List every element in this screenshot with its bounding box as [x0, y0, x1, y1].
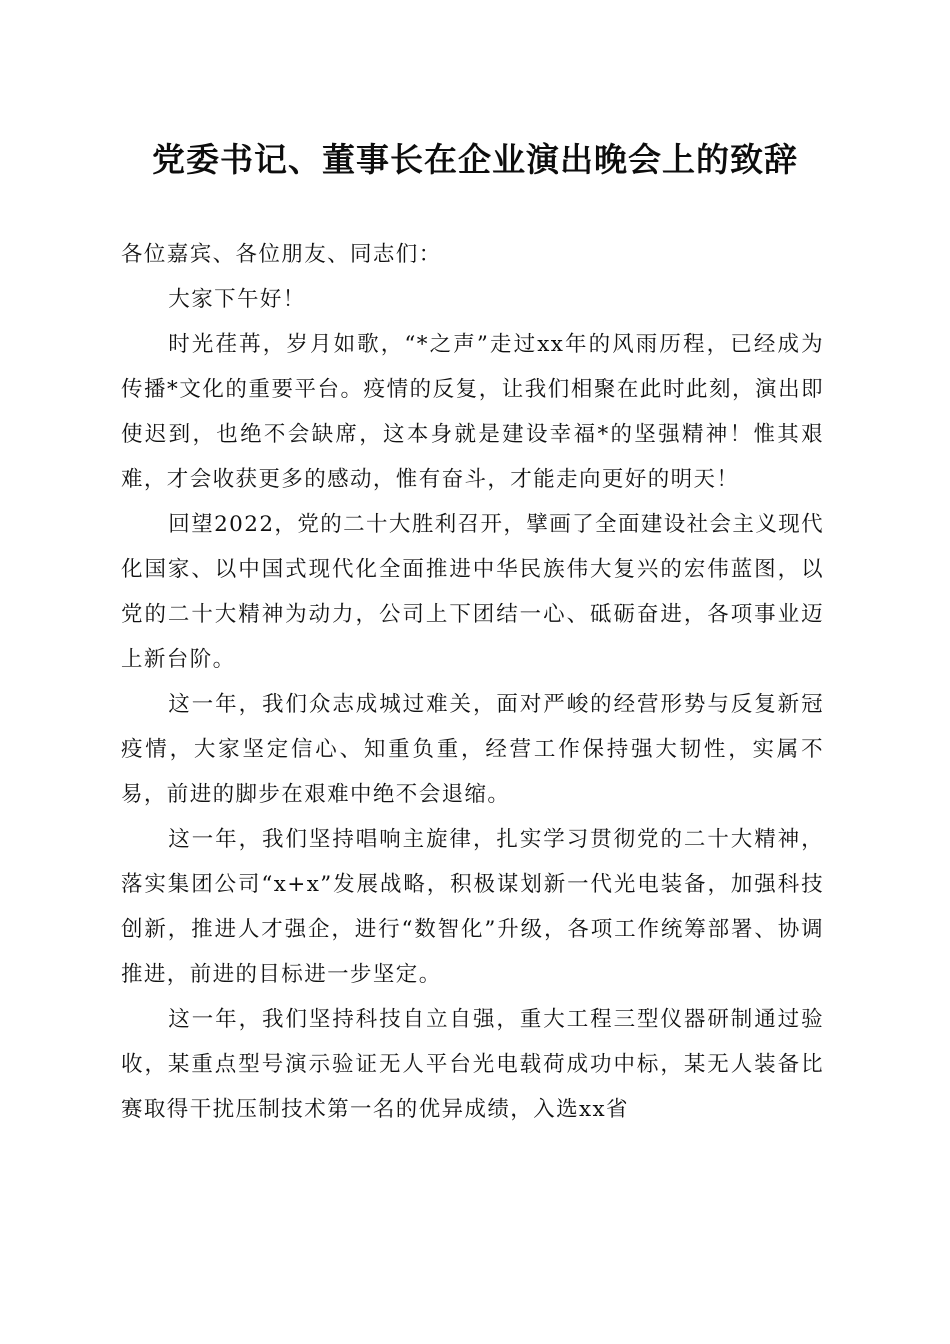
- paragraph-time: 时光荏苒，岁月如歌，“*之声”走过xx年的风雨历程，已经成为传播*文化的重要平台。疫情的反复，让我们相聚在此时此刻，演出即使迟到，也绝不会缺席，这本身就是建设幸福*的坚强精神！惟其艰难，才会收获更多的感动，惟有奋斗，才能走向更好的明天！: [121, 332, 824, 492]
- paragraph-main-theme: 这一年，我们坚持唱响主旋律，扎实学习贯彻党的二十大精神，落实集团公司“x+x”发展战略，积极谋划新一代光电装备，加强科技创新，推进人才强企，进行“数智化”升级，各项工作统筹部署、协调推进，前进的目标进一步坚定。: [121, 827, 824, 987]
- document-body: [121, 232, 824, 1132]
- paragraph-greeting: 大家下午好！: [168, 287, 306, 312]
- paragraph-overcome-difficulties: 这一年，我们众志成城过难关，面对严峻的经营形势与反复新冠疫情，大家坚定信心、知重负重，经营工作保持强大韧性，实属不易，前进的脚步在艰难中绝不会退缩。: [121, 692, 824, 807]
- paragraph-review-2022: 回望2022，党的二十大胜利召开，擘画了全面建设社会主义现代化国家、以中国式现代化全面推进中华民族伟大复兴的宏伟蓝图，以党的二十大精神为动力，公司上下团结一心、砥砺奋进，各项事业迈上新台阶。: [121, 512, 825, 672]
- paragraph-technology: 这一年，我们坚持科技自立自强，重大工程三型仪器研制通过验收，某重点型号演示验证无人平台光电载荷成功中标，某无人装备比赛取得干扰压制技术第一名的优异成绩，入选xx省: [121, 1007, 824, 1122]
- salutation: 各位嘉宾、各位朋友、同志们：: [121, 242, 442, 267]
- document-title: 党委书记、董事长在企业演出晚会上的致辞: [152, 140, 798, 179]
